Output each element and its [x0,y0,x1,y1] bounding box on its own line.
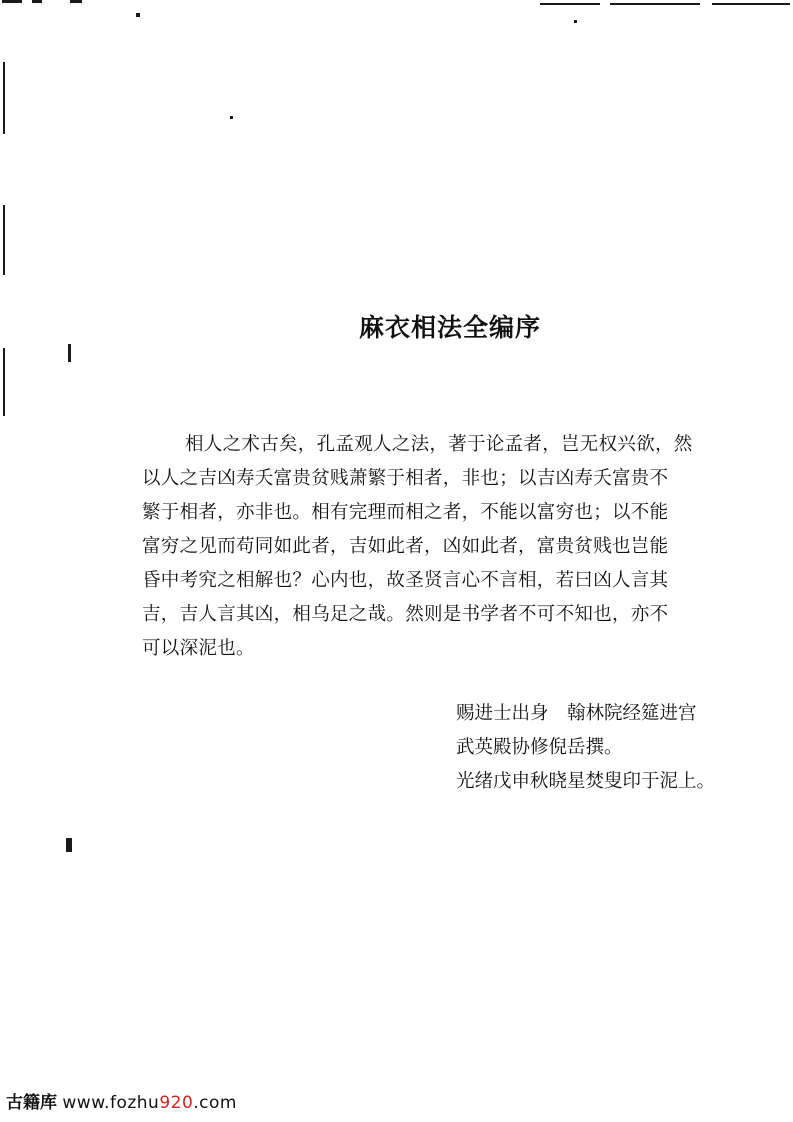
scan-artifact [712,3,790,5]
signature-line: 光绪戊申秋晓星焚叟印于泥上。 [456,771,716,792]
page-title: 麻衣相法全编序 [358,313,541,342]
scan-artifact [66,838,72,852]
body-line: 昏中考究之相解也？心内也，故圣贤言心不言相，若曰凶人言其 [142,570,669,591]
watermark-footer [6,1088,237,1113]
scan-artifact [230,116,233,119]
scan-artifact [610,3,700,5]
body-line: 可以深泥也。 [142,638,255,659]
body-line: 富穷之见而苟同如此者，吉如此者，凶如此者，富贵贫贱也岂能 [142,536,669,557]
scan-artifact [574,20,577,23]
body-line: 以人之吉凶寿夭富贵贫贱萧繁于相者，非也；以吉凶寿夭富贵不 [142,468,669,489]
footer-brand: 古籍库 [6,1093,57,1113]
scan-artifact [2,0,22,3]
scan-artifact [540,3,600,5]
scan-artifact [3,205,5,275]
signature-line: 武英殿协修倪岳撰。 [456,737,623,758]
scan-artifact [70,0,82,3]
body-line: 繁于相者，亦非也。相有完理而相之者，不能以富穷也；以不能 [142,502,669,523]
scan-artifact [3,348,5,416]
footer-site [62,1093,237,1113]
site-prefix: www.fozhu [62,1093,160,1113]
signature-line: 赐进士出身 翰林院经筵进宫 [456,703,697,724]
preface-body [142,428,782,666]
body-line: 吉，吉人言其凶，相乌足之哉。然则是书学者不可不知也，亦不 [142,604,669,625]
site-suffix: .com [193,1093,237,1113]
signature-block [456,697,786,799]
site-number: 920 [159,1093,194,1113]
body-line: 相人之术古矣，孔孟观人之法，著于论孟者，岂无权兴欲，然 [185,434,693,455]
scan-artifact [136,13,140,17]
scan-artifact [68,344,71,362]
scan-artifact [3,62,5,134]
scan-artifact [32,0,42,3]
